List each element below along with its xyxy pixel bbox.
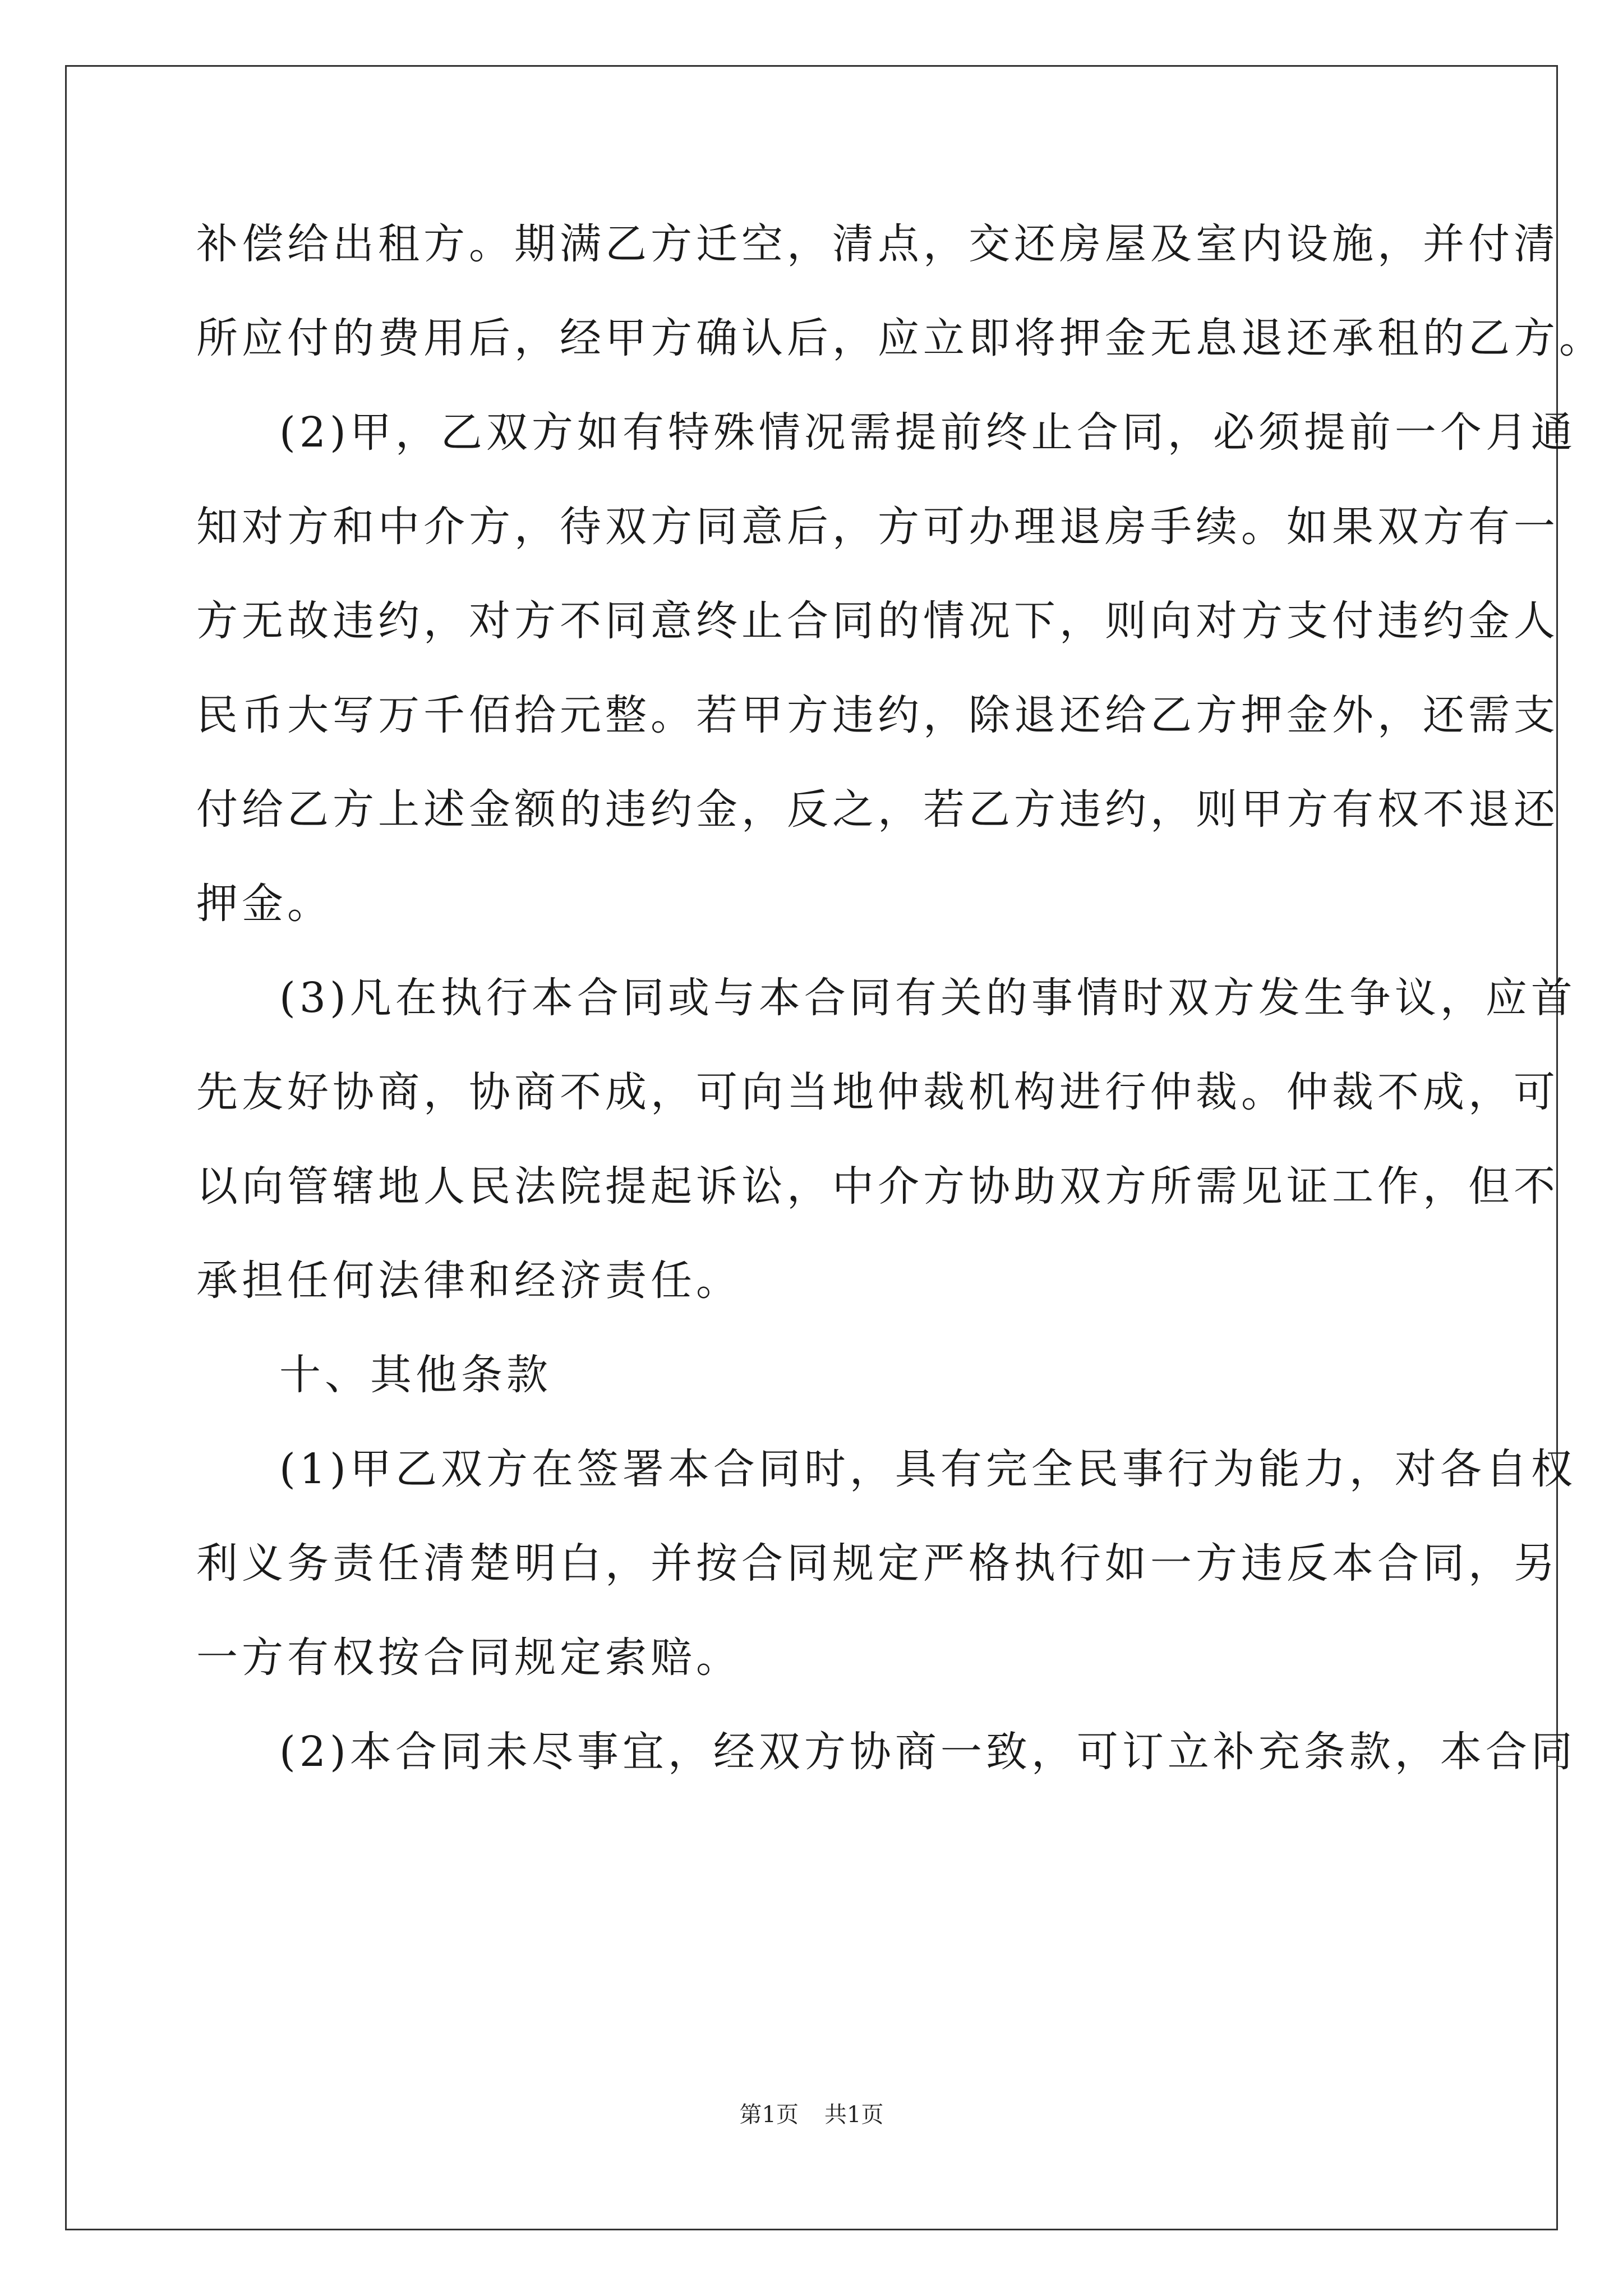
text-line: 利义务责任清楚明白，并按合同规定严格执行如一方违反本合同，另 [196, 1539, 1559, 1588]
text-line: 方无故违约，对方不同意终止合同的情况下，则向对方支付违约金人 [196, 597, 1559, 645]
text-line: (1)甲乙双方在签署本合同时，具有完全民事行为能力，对各自权 [279, 1445, 1576, 1493]
text-line: (2)本合同未尽事宜，经双方协商一致，可订立补充条款，本合同 [279, 1728, 1576, 1776]
text-line: 所应付的费用后，经甲方确认后，应立即将押金无息退还承租的乙方。 [196, 314, 1604, 362]
text-line: 付给乙方上述金额的违约金，反之，若乙方违约，则甲方有权不退还 [196, 785, 1559, 834]
text-line: 以向管辖地人民法院提起诉讼，中介方协助双方所需见证工作，但不 [196, 1162, 1559, 1211]
text-line: 民币大写万千佰拾元整。若甲方违约，除退还给乙方押金外，还需支 [196, 691, 1559, 739]
page-total: 共1页 [824, 2102, 884, 2128]
text-line: (3)凡在执行本合同或与本合同有关的事情时双方发生争议，应首 [279, 974, 1576, 1022]
text-line: 承担任何法律和经济责任。 [196, 1257, 741, 1305]
page-number: 第1页 [739, 2102, 799, 2128]
text-line: 知对方和中介方，待双方同意后，方可办理退房手续。如果双方有一 [196, 503, 1559, 551]
page-footer [0, 2101, 1623, 2129]
text-line: 一方有权按合同规定索赔。 [196, 1634, 741, 1682]
section-heading: 十、其他条款 [279, 1351, 552, 1399]
document-body [196, 216, 1604, 1818]
text-line: 补偿给出租方。期满乙方迁空，清点，交还房屋及室内设施，并付清 [196, 220, 1559, 268]
text-line: (2)甲，乙双方如有特殊情况需提前终止合同，必须提前一个月通 [279, 408, 1576, 457]
text-line: 押金。 [196, 880, 333, 928]
text-line: 先友好协商，协商不成，可向当地仲裁机构进行仲裁。仲裁不成，可 [196, 1068, 1559, 1116]
